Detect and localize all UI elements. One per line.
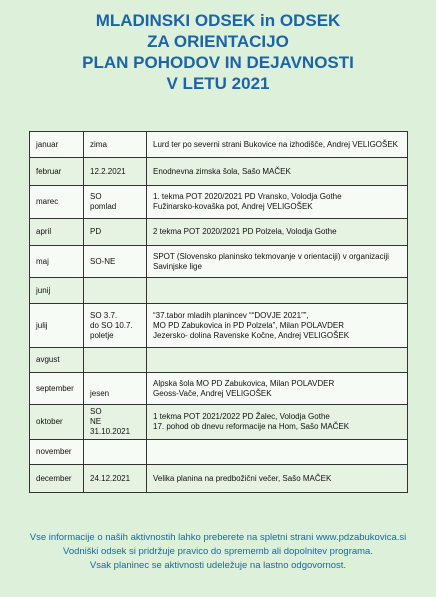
title-line-3: PLAN POHODOV IN DEJAVNOSTI <box>82 53 354 72</box>
month-cell: marec <box>30 186 84 219</box>
title-line-4: V LETU 2021 <box>166 74 270 93</box>
table-row <box>30 158 408 186</box>
date-cell <box>84 348 147 373</box>
title-line-1: MLADINSKI ODSEK in ODSEK <box>95 11 341 30</box>
event-cell: Lurd ter po severni strani Bukovice na izhodišče, Andrej VELIGOŠEK <box>147 132 408 158</box>
date-cell: 12.2.2021 <box>84 158 147 186</box>
date-cell <box>84 278 147 304</box>
month-cell: maj <box>30 246 84 278</box>
event-cell: SPOT (Slovensko planinsko tekmovanje v orientaciji) v organizaciji Savinjske lige <box>147 246 408 278</box>
month-cell: september <box>30 373 84 405</box>
event-cell <box>147 440 408 465</box>
date-cell: PD <box>84 219 147 246</box>
date-cell: jesen <box>84 373 147 405</box>
event-cell: Enodnevna zimska šola, Sašo MAČEK <box>147 158 408 186</box>
footer-line-3: Vsak planinec se aktivnosti udeležuje na lastno odgovornost. <box>89 560 347 571</box>
page-footer <box>0 531 436 573</box>
event-cell: 1. tekma POT 2020/2021 PD Vransko, Volodja Gothe Fužinarsko-kovaška pot, Andrej VELIGOŠEK <box>147 186 408 219</box>
date-cell: SO 3.7. do SO 10.7. poletje <box>84 304 147 348</box>
date-cell: SO NE 31.10.2021 <box>84 405 147 440</box>
month-cell: december <box>30 465 84 493</box>
table-row <box>30 132 408 158</box>
event-cell: “37.tabor mladih planincev ““DOVJE 2021””, MO PD Zabukovica in PD Polzela”, Milan POLAVDER Jezersko- dolina Ravenske Kočne, Andrej VELIGOŠEK <box>147 304 408 348</box>
month-cell: julij <box>30 304 84 348</box>
table-row <box>30 246 408 278</box>
schedule-body <box>30 132 408 493</box>
month-cell: november <box>30 440 84 465</box>
table-row <box>30 405 408 440</box>
date-cell <box>84 440 147 465</box>
page-header <box>0 10 436 94</box>
table-row <box>30 465 408 493</box>
footer-line-2: Vodniški odsek si pridržuje pravico do sprememb ali dopolnitev programa. <box>63 546 373 557</box>
month-cell: avgust <box>30 348 84 373</box>
event-cell <box>147 348 408 373</box>
event-cell: 2 tekma POT 2020/2021 PD Polzela, Volodja Gothe <box>147 219 408 246</box>
event-cell: 1 tekma POT 2021/2022 PD Žalec, Volodja Gothe 17. pohod ob dnevu reformacije na Hom, Sašo MAČEK <box>147 405 408 440</box>
event-cell: Alpska šola MO PD Zabukovica, Milan POLAVDER Geoss-Vače, Andrej VELIGOŠEK <box>147 373 408 405</box>
footer-line-1: Vse informacije o naših aktivnostih lahko preberete na spletni strani www.pdzabukovica.si <box>29 532 407 543</box>
date-cell: SO-NE <box>84 246 147 278</box>
date-cell: SO pomlad <box>84 186 147 219</box>
month-cell: januar <box>30 132 84 158</box>
table-row <box>30 186 408 219</box>
title-line-2: ZA ORIENTACIJO <box>147 32 289 51</box>
date-cell: zima <box>84 132 147 158</box>
table-row <box>30 219 408 246</box>
month-cell: junij <box>30 278 84 304</box>
event-cell: Velika planina na predbožični večer, Sašo MAČEK <box>147 465 408 493</box>
schedule-table <box>29 131 408 493</box>
event-cell <box>147 278 408 304</box>
table-row <box>30 304 408 348</box>
table-row <box>30 348 408 373</box>
month-cell: april <box>30 219 84 246</box>
month-cell: oktober <box>30 405 84 440</box>
table-row <box>30 278 408 304</box>
table-row <box>30 373 408 405</box>
month-cell: februar <box>30 158 84 186</box>
date-cell: 24.12.2021 <box>84 465 147 493</box>
table-row <box>30 440 408 465</box>
